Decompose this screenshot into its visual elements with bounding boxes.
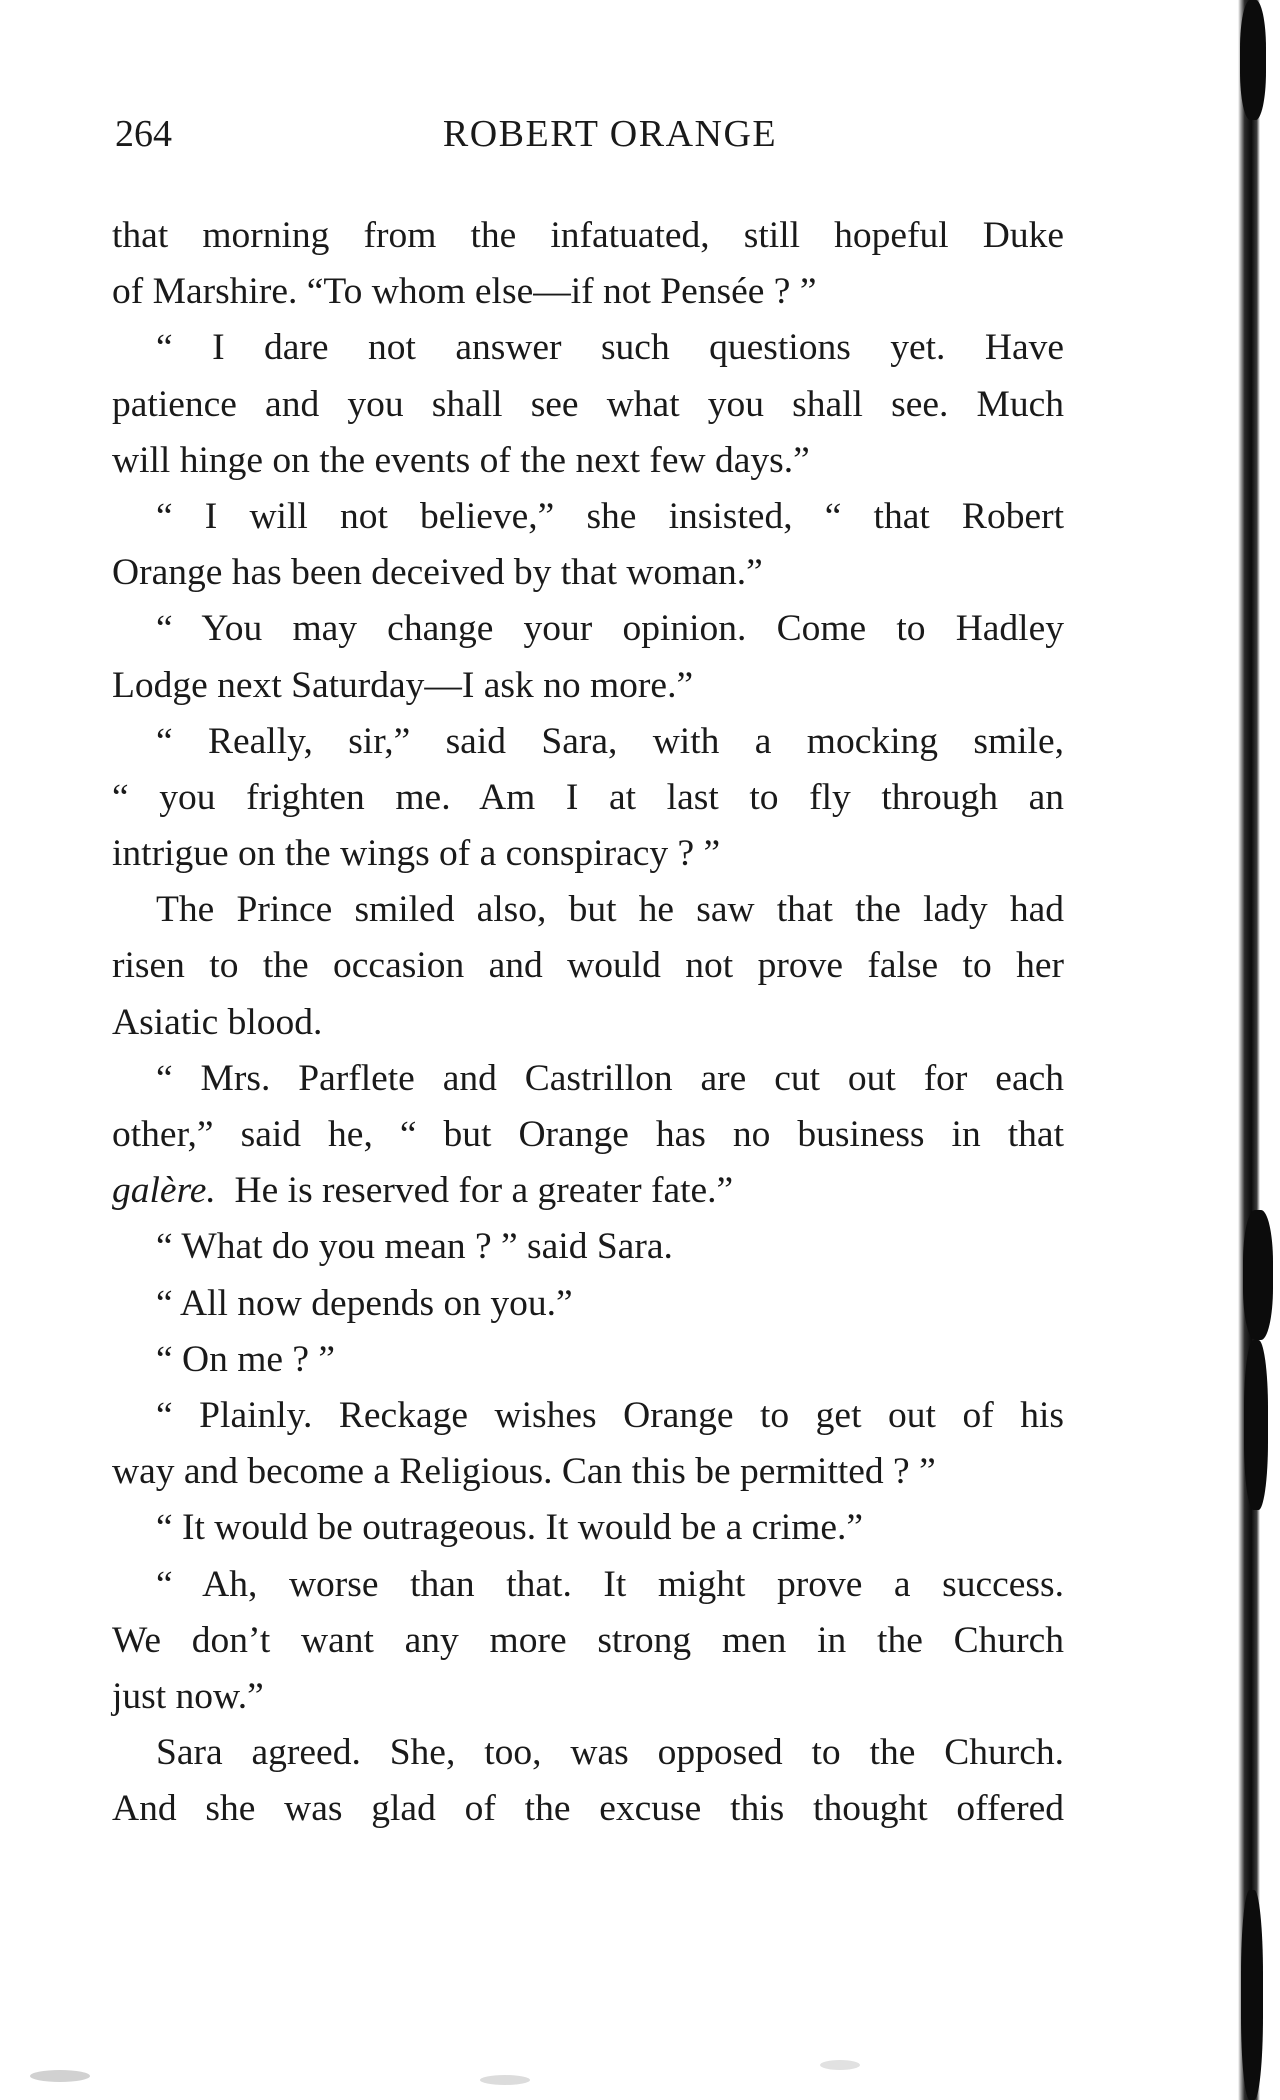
- text-line: [112, 1163, 1064, 1219]
- text-line: Lodge next Saturday—I ask no more.”: [112, 664, 694, 706]
- text-line: “ Really, sir,” said Sara, with a mocking smile,: [156, 720, 1064, 762]
- text-line: “ You may change your opinion. Come to Hadley: [156, 608, 1064, 650]
- text-line: “ I will not believe,” she insisted, “ that Robert: [156, 495, 1064, 537]
- scan-speckle: [820, 2060, 860, 2070]
- scan-speckle: [30, 2070, 90, 2082]
- text-line: “ On me ? ”: [156, 1338, 336, 1380]
- text-line: risen to the occasion and would not prove false to her: [112, 945, 1064, 987]
- edge-blot: [1240, 0, 1266, 120]
- text-line: will hinge on the events of the next few days.”: [112, 439, 810, 481]
- text-line: of Marshire. “To whom else—if not Pensée ? ”: [112, 271, 817, 313]
- text-line: “ I dare not answer such questions yet. Have: [156, 327, 1064, 369]
- binding-edge: [1238, 0, 1260, 2100]
- text-line: Orange has been deceived by that woman.”: [112, 552, 763, 594]
- text-line: “ It would be outrageous. It would be a crime.”: [156, 1507, 864, 1549]
- text-line: “ What do you mean ? ” said Sara.: [156, 1226, 673, 1268]
- scan-speckle: [480, 2075, 530, 2085]
- text-line: We don’t want any more strong men in the Church: [112, 1619, 1064, 1661]
- page-number: 264: [115, 113, 172, 155]
- text-line: Sara agreed. She, too, was opposed to the Church.: [156, 1732, 1064, 1774]
- edge-blot: [1241, 1890, 1263, 2100]
- text-line: just now.”: [112, 1675, 264, 1717]
- text-line: that morning from the infatuated, still hopeful Duke: [112, 215, 1064, 256]
- text-line: And she was glad of the excuse this thought offered: [112, 1788, 1064, 1830]
- text-line: “ All now depends on you.”: [156, 1282, 573, 1324]
- text-line: way and become a Religious. Can this be permitted ? ”: [112, 1451, 936, 1493]
- text-line-rest: He is reserved for a greater fate.”: [234, 1170, 734, 1212]
- page-header: [115, 112, 1065, 172]
- text-line: other,” said he, “ but Orange has no business in that: [112, 1114, 1064, 1155]
- edge-blot: [1243, 1210, 1273, 1340]
- text-line: intrigue on the wings of a conspiracy ? ”: [112, 833, 721, 875]
- text-line: The Prince smiled also, but he saw that the lady had: [156, 889, 1064, 931]
- text-line: “ you frighten me. Am I at last to fly through an: [112, 776, 1064, 818]
- body-text: [112, 208, 1064, 1837]
- italic-word: galère.: [112, 1170, 216, 1212]
- edge-blot: [1244, 1340, 1268, 1510]
- text-line: “ Mrs. Parflete and Castrillon are cut out for each: [156, 1057, 1064, 1099]
- running-head: ROBERT ORANGE: [442, 113, 778, 155]
- text-line: “ Ah, worse than that. It might prove a success.: [156, 1563, 1064, 1605]
- text-line: patience and you shall see what you shall see. Much: [112, 383, 1064, 425]
- page-edge-shadow: [1228, 0, 1280, 2100]
- text-line: Asiatic blood.: [112, 1001, 323, 1043]
- text-line: “ Plainly. Reckage wishes Orange to get out of his: [156, 1394, 1064, 1436]
